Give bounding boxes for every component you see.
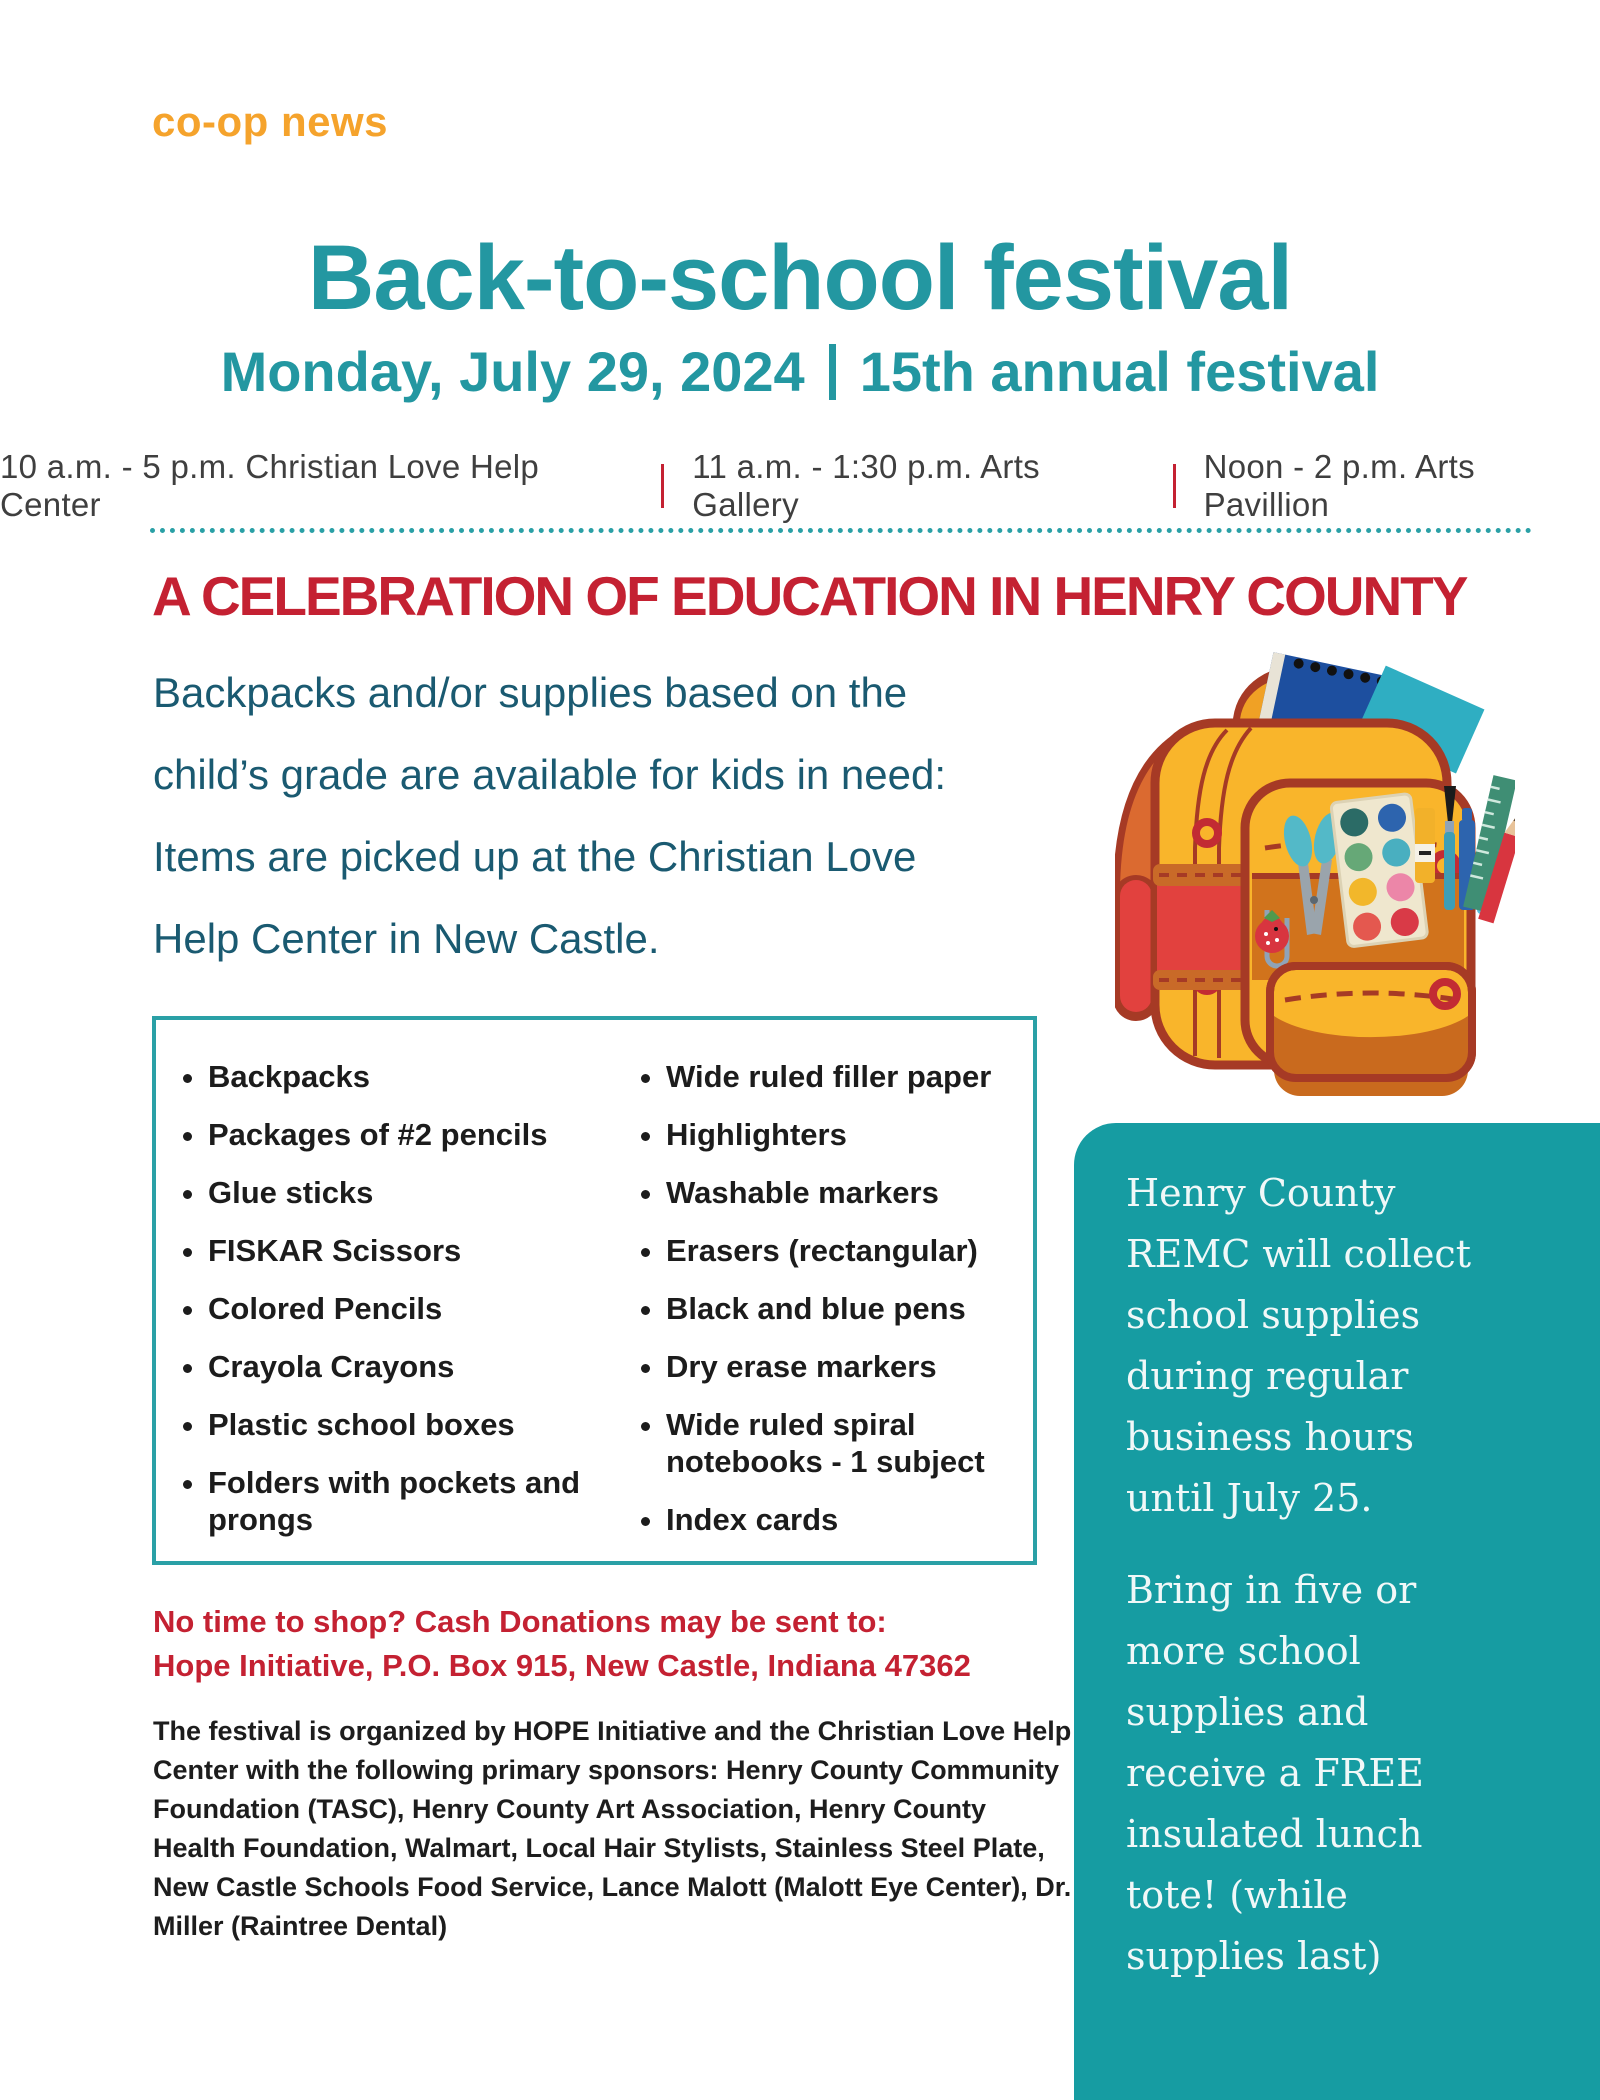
intro-line: Backpacks and/or supplies based on the	[153, 669, 908, 716]
supply-item: • Colored Pencils	[208, 1290, 588, 1327]
schedule-divider-bar	[661, 464, 664, 508]
sidebar-line: Henry County	[1126, 1171, 1396, 1215]
front-pocket	[1270, 966, 1472, 1096]
supply-item: • Index cards	[666, 1501, 1051, 1538]
sidebar-line: REMC will collect	[1126, 1232, 1471, 1276]
supply-item: • Black and blue pens	[666, 1290, 1051, 1327]
sidebar-line: receive a FREE	[1126, 1751, 1424, 1795]
sidebar-paragraph-1	[1126, 1163, 1570, 1529]
supplies-list-right	[640, 1058, 1051, 1559]
intro-paragraph	[153, 652, 1113, 980]
subtitle	[0, 340, 1600, 404]
page-title: Back-to-school festival	[307, 227, 1293, 329]
schedule-item: 11 a.m. - 1:30 p.m. Arts Gallery	[692, 448, 1040, 523]
sidebar-line: during regular	[1126, 1354, 1409, 1398]
donation-note	[153, 1600, 1093, 1688]
supply-item: • Glue sticks	[208, 1174, 588, 1211]
subtitle-edition: 15th annual festival	[859, 340, 1380, 403]
subtitle-divider-bar	[829, 344, 836, 400]
schedule-row	[0, 448, 1600, 524]
supply-item: • Erasers (rectangular)	[666, 1232, 1051, 1269]
sidebar-line: Bring in five or	[1126, 1568, 1417, 1612]
intro-line: Help Center in New Castle.	[153, 915, 660, 962]
sidebar-paragraph-2	[1126, 1560, 1570, 1987]
watercolor-tray	[1331, 793, 1428, 947]
donation-line: No time to shop? Cash Donations may be sent to:	[153, 1604, 887, 1639]
supply-item: • Washable markers	[666, 1174, 1051, 1211]
supply-item: • FISKAR Scissors	[208, 1232, 588, 1269]
schedule-item: Noon - 2 p.m. Arts Pavillion	[1203, 448, 1475, 523]
schedule-divider-bar	[1173, 464, 1176, 508]
supplies-box	[152, 1016, 1037, 1565]
subtitle-date: Monday, July 29, 2024	[220, 340, 805, 403]
backpack-illustration	[1115, 648, 1515, 1113]
sponsors-paragraph: The festival is organized by HOPE Initiative and the Christian Love Help Center with the following primary sponsors: Henry County Community Foundation (TASC), Henry County Art Association, Henry County Health Foundation, Walmart, Local Hair Stylists, Stainless Steel Plate, New Castle Schools Food Service, Lance Malott (Malott Eye Center), Dr. Miller (Raintree Dental)	[153, 1716, 1072, 1941]
side-pocket	[1157, 876, 1245, 984]
supply-item: • Backpacks	[208, 1058, 588, 1095]
kicker: co-op news	[152, 98, 389, 145]
sidebar-line: insulated lunch	[1126, 1812, 1423, 1856]
sidebar-callout	[1074, 1123, 1600, 2100]
sidebar-line: tote! (while	[1126, 1873, 1348, 1917]
supply-item: • Highlighters	[666, 1116, 1051, 1153]
sidebar-line: supplies last)	[1126, 1934, 1382, 1978]
sidebar-line: supplies and	[1126, 1690, 1369, 1734]
intro-line: child’s grade are available for kids in need:	[153, 751, 947, 798]
supply-item: • Plastic school boxes	[208, 1406, 588, 1443]
supply-item: • Wide ruled filler paper	[666, 1058, 1051, 1095]
supply-item: • Folders with pockets and prongs	[208, 1464, 588, 1538]
sidebar-line: until July 25.	[1126, 1476, 1373, 1520]
dotted-divider	[150, 528, 1532, 533]
sidebar-line: business hours	[1126, 1415, 1414, 1459]
supply-item: • Dry erase markers	[666, 1348, 1051, 1385]
supply-item: • Crayola Crayons	[208, 1348, 588, 1385]
supply-item: • Packages of #2 pencils	[208, 1116, 588, 1153]
sidebar-line: more school	[1126, 1629, 1361, 1673]
schedule-item: 10 a.m. - 5 p.m. Christian Love Help Center	[0, 448, 540, 523]
section-heading: A CELEBRATION OF EDUCATION IN HENRY COUNTY	[152, 565, 1467, 627]
intro-line: Items are picked up at the Christian Love	[153, 833, 917, 880]
supplies-list-left	[182, 1058, 588, 1559]
yellow-marker	[1415, 808, 1435, 883]
donation-line: Hope Initiative, P.O. Box 915, New Castle, Indiana 47362	[153, 1648, 971, 1683]
sidebar-line: school supplies	[1126, 1293, 1421, 1337]
supply-item: • Wide ruled spiral notebooks - 1 subject	[666, 1406, 1051, 1480]
